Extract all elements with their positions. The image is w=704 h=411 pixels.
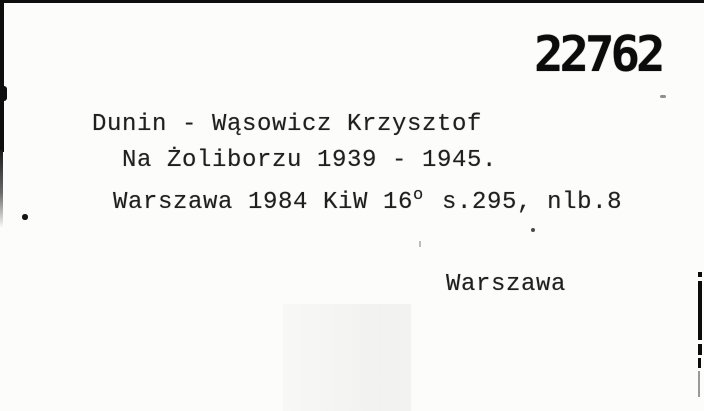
scan-right-edge-dash [698,358,701,368]
title-line: Na Żoliborzu 1939 - 1945. [122,147,498,174]
accession-number-stamp: 22762 [534,26,662,83]
scan-right-edge-dash [698,281,702,340]
imprint-pagination-text: s.295, nlb.8 [427,189,623,216]
scan-left-edge-notch [0,86,7,101]
format-superscript: o [413,186,424,205]
dust-speck [660,95,666,98]
subject-heading: Warszawa [446,271,567,298]
scan-top-edge-line [0,0,704,3]
scan-right-edge-dash [698,344,702,355]
scan-shadow-patch [283,304,411,411]
scan-left-edge-fade [0,150,3,228]
scan-right-edge-dash [698,371,700,397]
author-line: Dunin - Wąsowicz Krzysztof [92,111,483,138]
scan-left-edge-line [0,0,4,152]
imprint-text: Warszawa 1984 KiW 16 [113,189,414,216]
dust-speck [419,241,421,247]
scan-right-edge-dash [698,272,702,277]
imprint-line [113,183,622,216]
ink-dot-speck [22,214,28,220]
dust-speck [531,228,535,232]
